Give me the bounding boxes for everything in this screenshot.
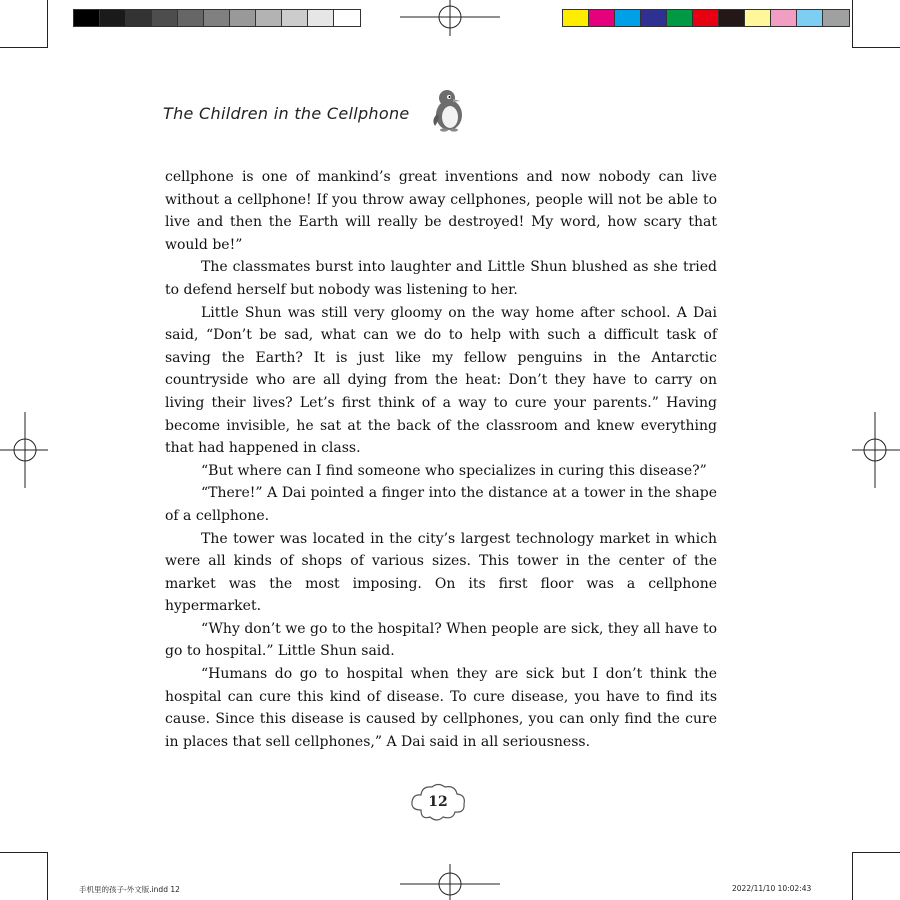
- color-swatch: [126, 10, 152, 26]
- penguin-icon: [429, 88, 469, 132]
- registration-mark-right: [852, 400, 900, 500]
- color-swatch: [797, 10, 823, 26]
- color-swatch: [152, 10, 178, 26]
- paragraph: The tower was located in the city’s largest technology market in which were all kinds of shops of various sizes. This tower in the center of the market was the most imposing. On its first floor was a cellphone hypermarket.: [165, 530, 717, 615]
- crop-mark: [852, 852, 900, 853]
- crop-mark: [47, 0, 48, 48]
- color-swatch: [334, 10, 360, 26]
- color-swatch: [667, 10, 693, 26]
- grayscale-bar: [73, 9, 361, 27]
- paragraph: The classmates burst into laughter and Little Shun blushed as she tried to defend herself but nobody was listening to her.: [165, 259, 717, 298]
- crop-mark: [0, 852, 48, 853]
- crop-mark: [0, 47, 48, 48]
- paragraph: “There!” A Dai pointed a finger into the distance at a tower in the shape of a cellphone.: [165, 485, 717, 524]
- color-swatch: [719, 10, 745, 26]
- color-swatch: [641, 10, 667, 26]
- color-swatch: [745, 10, 771, 26]
- color-swatch: [771, 10, 797, 26]
- color-bar: [562, 9, 850, 27]
- color-swatch: [563, 10, 589, 26]
- registration-mark-left: [0, 400, 48, 500]
- slug-filename: 手机里的孩子-外文版.indd 12: [79, 885, 180, 894]
- paragraph: cellphone is one of mankind’s great inventions and now nobody can live without a cellphone! If you throw away cellphones, people will not be able to live and then the Earth will really be destroyed! My word, how scary that would be!”: [165, 169, 717, 253]
- page-number: 12: [428, 794, 448, 810]
- color-swatch: [178, 10, 204, 26]
- slug-timestamp: 2022/11/10 10:02:43: [732, 884, 812, 893]
- color-swatch: [230, 10, 256, 26]
- page-folio: [407, 780, 469, 828]
- color-swatch: [204, 10, 230, 26]
- paragraph: Little Shun was still very gloomy on the way home after school. A Dai said, “Don’t be sad, what can we do to help with such a difficult task of saving the Earth? It is just like my fellow penguins in the Antarctic countryside who are all dying from the heat: Don’t they have to carry on living their lives? Let’s first think of a way to cure your parents.” Having become invisible, he sat at the back of the classroom and knew everything that had happened in class.: [165, 304, 717, 457]
- registration-mark-bottom: [400, 864, 500, 900]
- paragraph: “Why don’t we go to the hospital? When people are sick, they all have to go to hospital.” Little Shun said.: [165, 620, 717, 660]
- color-swatch: [615, 10, 641, 26]
- color-swatch: [693, 10, 719, 26]
- registration-mark-top: [400, 0, 500, 36]
- crop-mark: [852, 0, 853, 48]
- color-swatch: [256, 10, 282, 26]
- paragraph: “Humans do go to hospital when they are sick but I don’t think the hospital can cure this kind of disease. To cure disease, you have to find its cause. Since this disease is caused by cellphones, you can only find the cure in places that sell cellphones,” A Dai said in all seriousness.: [165, 666, 717, 750]
- body-text: [165, 166, 717, 753]
- color-swatch: [74, 10, 100, 26]
- color-swatch: [282, 10, 308, 26]
- paragraph: “But where can I find someone who specializes in curing this disease?”: [201, 462, 707, 479]
- color-swatch: [100, 10, 126, 26]
- color-swatch: [823, 10, 849, 26]
- crop-mark: [852, 47, 900, 48]
- crop-mark: [852, 852, 853, 900]
- color-swatch: [308, 10, 334, 26]
- color-swatch: [589, 10, 615, 26]
- crop-mark: [47, 852, 48, 900]
- running-head-title: The Children in the Cellphone: [163, 104, 410, 123]
